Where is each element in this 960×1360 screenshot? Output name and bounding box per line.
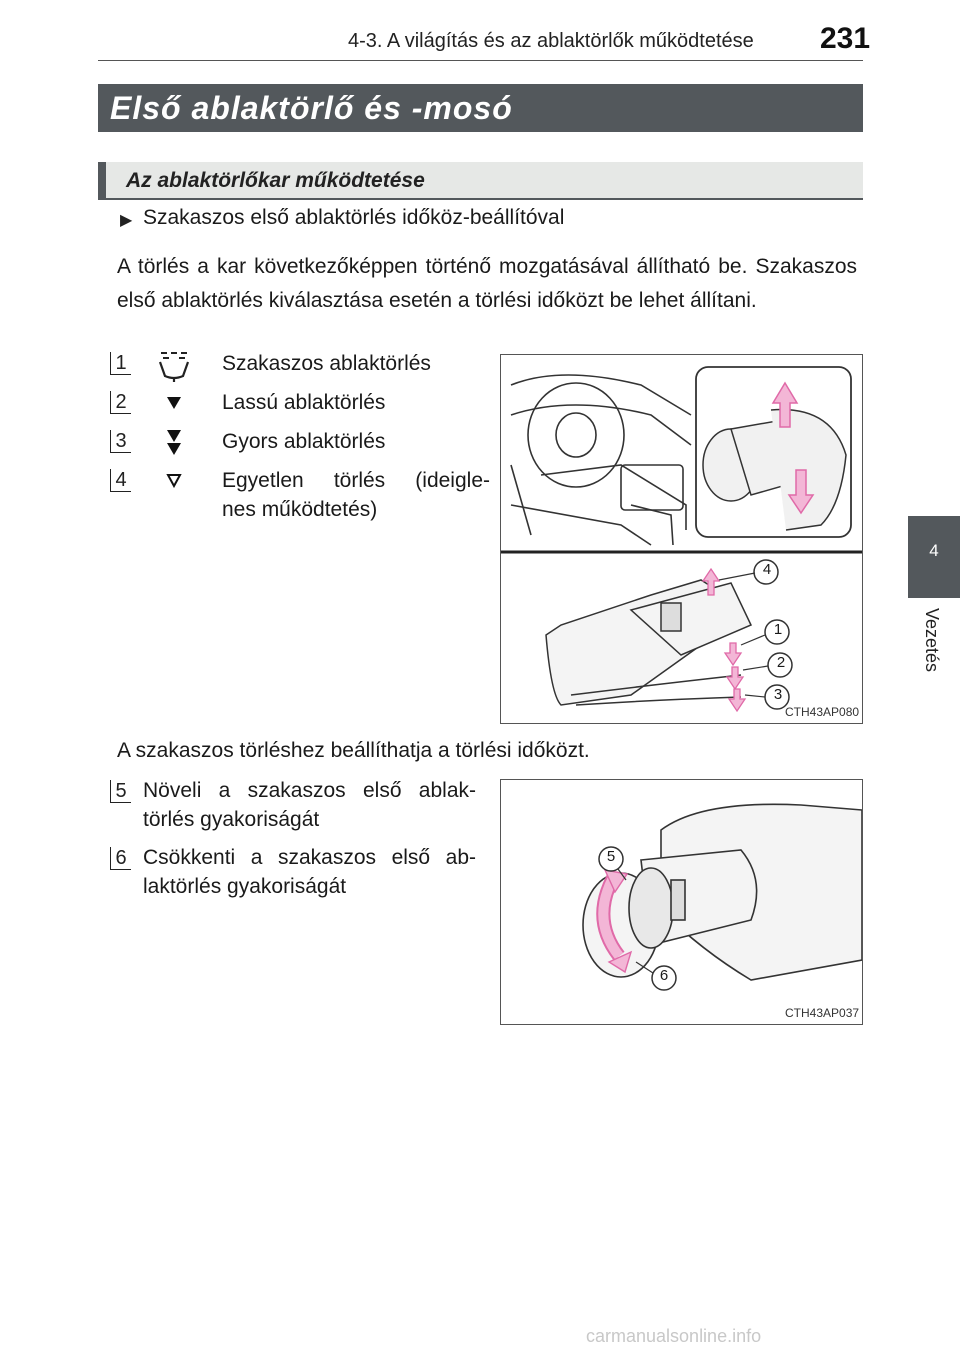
mode-label-3: Gyors ablaktörlés: [222, 430, 386, 453]
bullet-title: Szakaszos első ablaktörlés időköz-beállítóval: [143, 206, 565, 229]
mode-number-1: 1: [110, 352, 131, 375]
single-triangle-down-icon: [165, 394, 183, 412]
header-rule: [98, 60, 863, 61]
mode-number-4: 4: [110, 469, 131, 492]
wiper-lever-figure-1: [500, 354, 863, 724]
callout-3: 3: [773, 686, 783, 703]
callout-4: 4: [762, 561, 772, 578]
figure-code-2: CTH43AP037: [785, 1006, 860, 1020]
interval-dial-illustration: [501, 780, 862, 1024]
callout-1: 1: [773, 621, 783, 638]
callout-5: 5: [606, 848, 616, 865]
mode-label-4-line1: Egyetlen törlés (ideigle-: [222, 469, 490, 492]
chapter-number: 4: [929, 541, 939, 560]
double-triangle-down-icon: [165, 428, 183, 458]
interval-sentence: A szakaszos törléshez beállíthatja a törlési időközt.: [117, 739, 590, 762]
interval-number-5: 5: [110, 780, 131, 803]
page-number: 231: [820, 22, 871, 55]
callout-6: 6: [659, 967, 669, 984]
footer-watermark[interactable]: carmanualsonline.info: [586, 1326, 762, 1346]
running-header: 4-3. A világítás és az ablaktörlők működtetése: [348, 30, 754, 52]
wiper-lever-figure-2: [500, 779, 863, 1025]
bullet-arrow-icon: ▶: [120, 212, 133, 229]
chapter-name: Vezetés: [922, 608, 942, 673]
interval-item-6-line2: laktörlés gyakoriságát: [143, 875, 347, 898]
wiper-lever-illustration: [501, 355, 862, 723]
triangle-up-outline-icon: [165, 472, 183, 488]
mode-number-2: 2: [110, 391, 131, 414]
interval-item-6-line1: Csökkenti a szakaszos első ab-: [143, 846, 476, 869]
mode-label-2: Lassú ablaktörlés: [222, 391, 386, 414]
interval-number-6: 6: [110, 847, 131, 870]
intermittent-wipe-icon: [157, 350, 191, 384]
intro-paragraph: A törlés a kar következőképpen történő mozgatásával állítható be. Szakaszos első ablaktörlés kiválasztása esetén a törlési időközt be lehet állítani.: [117, 255, 857, 312]
figure-code-1: CTH43AP080: [785, 705, 860, 719]
callout-2: 2: [776, 654, 786, 671]
mode-label-4-line2: nes működtetés): [222, 498, 378, 521]
chapter-name-label: [916, 604, 946, 694]
subsection-title: Az ablaktörlőkar működtetése: [98, 162, 863, 200]
mode-number-3: 3: [110, 430, 131, 453]
interval-item-5-line1: Növeli a szakaszos első ablak-: [143, 779, 476, 802]
interval-item-5-line2: törlés gyakoriságát: [143, 808, 320, 831]
chapter-tab[interactable]: [908, 516, 960, 598]
section-title: Első ablaktörlő és -mosó: [98, 84, 863, 132]
mode-label-1: Szakaszos ablaktörlés: [222, 352, 431, 375]
